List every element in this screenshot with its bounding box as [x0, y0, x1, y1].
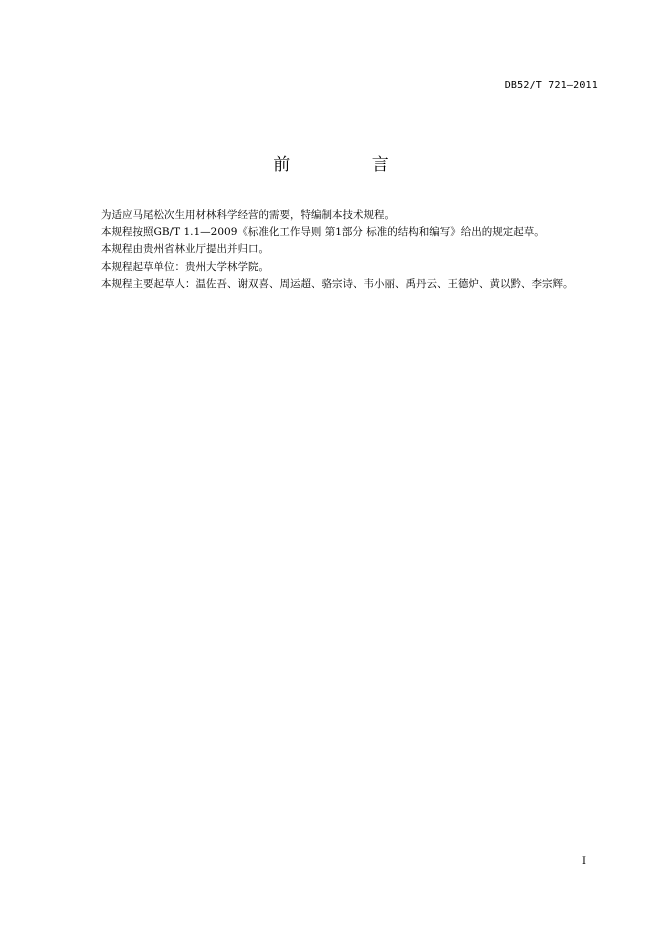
page-number: I: [582, 856, 586, 867]
paragraph-purpose: 为适应马尾松次生用材林科学经营的需要，特编制本技术规程。: [101, 209, 395, 221]
paragraph-drafters: 本规程主要起草人：温佐吾、谢双喜、周运超、骆宗诗、韦小丽、禹丹云、王德炉、黄以黔、李宗辉。: [101, 277, 574, 290]
paragraph-drafting-unit: 本规程起草单位：贵州大学林学院。: [101, 260, 269, 273]
page-title: 前 言: [273, 155, 427, 175]
paragraph-proposer: 本规程由贵州省林业厅提出并归口。: [101, 243, 269, 256]
standard-code: DB52/T 721—2011: [504, 80, 598, 91]
paragraph-drafting-rules: 本规程按照GB/T 1.1—2009《标准化工作导则 第1部分 标准的结构和编写》给出的规定起草。: [101, 226, 545, 239]
foreword-body: [80, 207, 600, 293]
